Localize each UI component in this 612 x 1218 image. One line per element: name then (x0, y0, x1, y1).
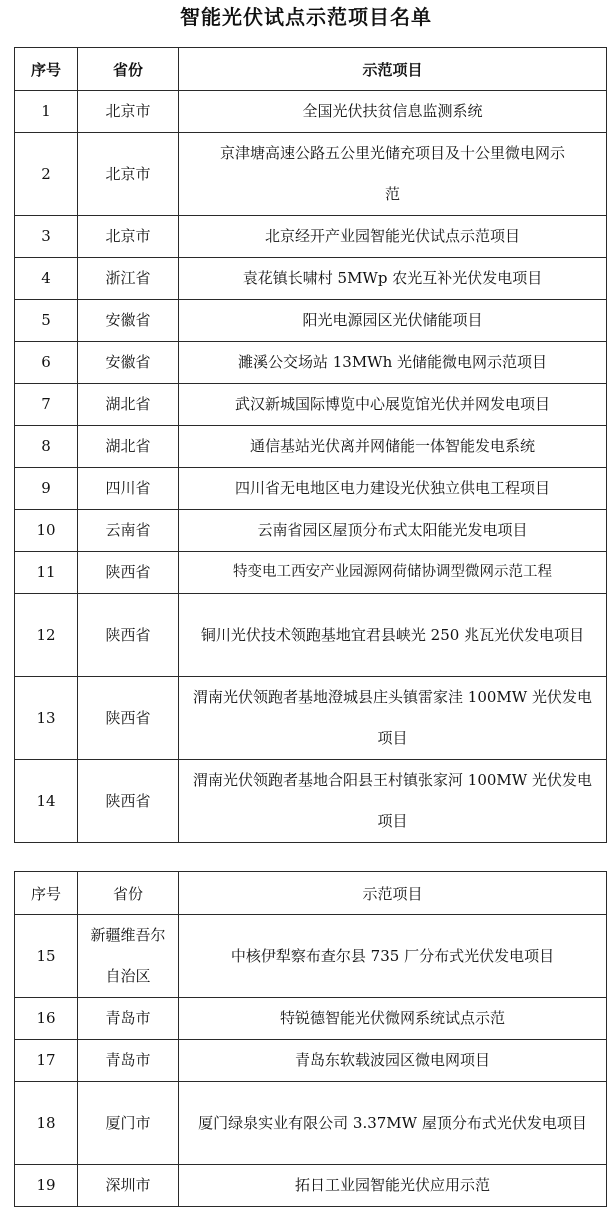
table-row (15, 342, 607, 384)
table-row (15, 133, 607, 216)
row-province: 浙江省 (78, 258, 179, 300)
table-row (15, 300, 607, 342)
table-row (15, 677, 607, 760)
row-number: 1 (15, 91, 78, 133)
row-province: 北京市 (78, 133, 179, 216)
row-number: 17 (15, 1040, 78, 1082)
row-number: 6 (15, 342, 78, 384)
page-title: 智能光伏试点示范项目名单 (180, 5, 432, 29)
row-number: 2 (15, 133, 78, 216)
row-project: 通信基站光伏离并网储能一体智能发电系统 (179, 426, 607, 468)
row-project: 铜川光伏技术领跑基地宜君县峡光 250 兆瓦光伏发电项目 (179, 594, 607, 677)
table-row (15, 468, 607, 510)
row-number: 15 (15, 915, 78, 998)
row-project: 阳光电源园区光伏储能项目 (179, 300, 607, 342)
row-province: 北京市 (78, 216, 179, 258)
row-project: 全国光伏扶贫信息监测系统 (179, 91, 607, 133)
row-province: 北京市 (78, 91, 179, 133)
header-project: 示范项目 (179, 872, 607, 915)
row-project: 京津塘高速公路五公里光储充项目及十公里微电网示范 (179, 133, 607, 216)
row-project: 袁花镇长啸村 5MWp 农光互补光伏发电项目 (179, 258, 607, 300)
row-province: 深圳市 (78, 1165, 179, 1207)
row-number: 4 (15, 258, 78, 300)
row-number: 16 (15, 998, 78, 1040)
row-number: 3 (15, 216, 78, 258)
row-number: 18 (15, 1082, 78, 1165)
table-row (15, 91, 607, 133)
header-number: 序号 (15, 872, 78, 915)
table-header-row (15, 48, 607, 91)
table-row (15, 915, 607, 998)
table-row (15, 760, 607, 843)
project-table-1 (14, 47, 607, 843)
row-number: 11 (15, 552, 78, 594)
table-row (15, 1165, 607, 1207)
table-row (15, 998, 607, 1040)
row-project: 云南省园区屋顶分布式太阳能光发电项目 (179, 510, 607, 552)
row-project: 四川省无电地区电力建设光伏独立供电工程项目 (179, 468, 607, 510)
row-province: 安徽省 (78, 300, 179, 342)
table-row (15, 510, 607, 552)
row-province: 陕西省 (78, 594, 179, 677)
project-table-2 (14, 871, 607, 1207)
header-project: 示范项目 (179, 48, 607, 91)
row-number: 7 (15, 384, 78, 426)
row-province: 陕西省 (78, 677, 179, 760)
table-row (15, 1040, 607, 1082)
row-province: 湖北省 (78, 384, 179, 426)
row-project: 武汉新城国际博览中心展览馆光伏并网发电项目 (179, 384, 607, 426)
table-header-row (15, 872, 607, 915)
table-row (15, 216, 607, 258)
row-province: 陕西省 (78, 760, 179, 843)
row-province: 安徽省 (78, 342, 179, 384)
row-project: 青岛东软载波园区微电网项目 (179, 1040, 607, 1082)
table-row (15, 1082, 607, 1165)
row-number: 13 (15, 677, 78, 760)
header-number: 序号 (15, 48, 78, 91)
table-row (15, 594, 607, 677)
row-number: 9 (15, 468, 78, 510)
row-project: 北京经开产业园智能光伏试点示范项目 (179, 216, 607, 258)
table-row (15, 384, 607, 426)
row-number: 12 (15, 594, 78, 677)
row-number: 10 (15, 510, 78, 552)
row-province: 湖北省 (78, 426, 179, 468)
row-province: 青岛市 (78, 1040, 179, 1082)
row-province: 云南省 (78, 510, 179, 552)
row-province: 厦门市 (78, 1082, 179, 1165)
row-province: 新疆维吾尔自治区 (78, 915, 179, 998)
row-project: 渭南光伏领跑者基地澄城县庄头镇雷家洼 100MW 光伏发电项目 (179, 677, 607, 760)
row-province: 陕西省 (78, 552, 179, 594)
row-project: 濉溪公交场站 13MWh 光储能微电网示范项目 (179, 342, 607, 384)
header-province: 省份 (78, 872, 179, 915)
row-number: 19 (15, 1165, 78, 1207)
table-row (15, 426, 607, 468)
row-project: 特变电工西安产业园源网荷储协调型微网示范工程 (179, 552, 607, 594)
row-project: 中核伊犁察布查尔县 735 厂分布式光伏发电项目 (179, 915, 607, 998)
row-number: 8 (15, 426, 78, 468)
row-province: 青岛市 (78, 998, 179, 1040)
row-number: 14 (15, 760, 78, 843)
header-province: 省份 (78, 48, 179, 91)
table-row (15, 552, 607, 594)
table-row (15, 258, 607, 300)
row-number: 5 (15, 300, 78, 342)
row-project: 特锐德智能光伏微网系统试点示范 (179, 998, 607, 1040)
row-project: 拓日工业园智能光伏应用示范 (179, 1165, 607, 1207)
row-project: 厦门绿泉实业有限公司 3.37MW 屋顶分布式光伏发电项目 (179, 1082, 607, 1165)
row-project: 渭南光伏领跑者基地合阳县王村镇张家河 100MW 光伏发电项目 (179, 760, 607, 843)
row-province: 四川省 (78, 468, 179, 510)
